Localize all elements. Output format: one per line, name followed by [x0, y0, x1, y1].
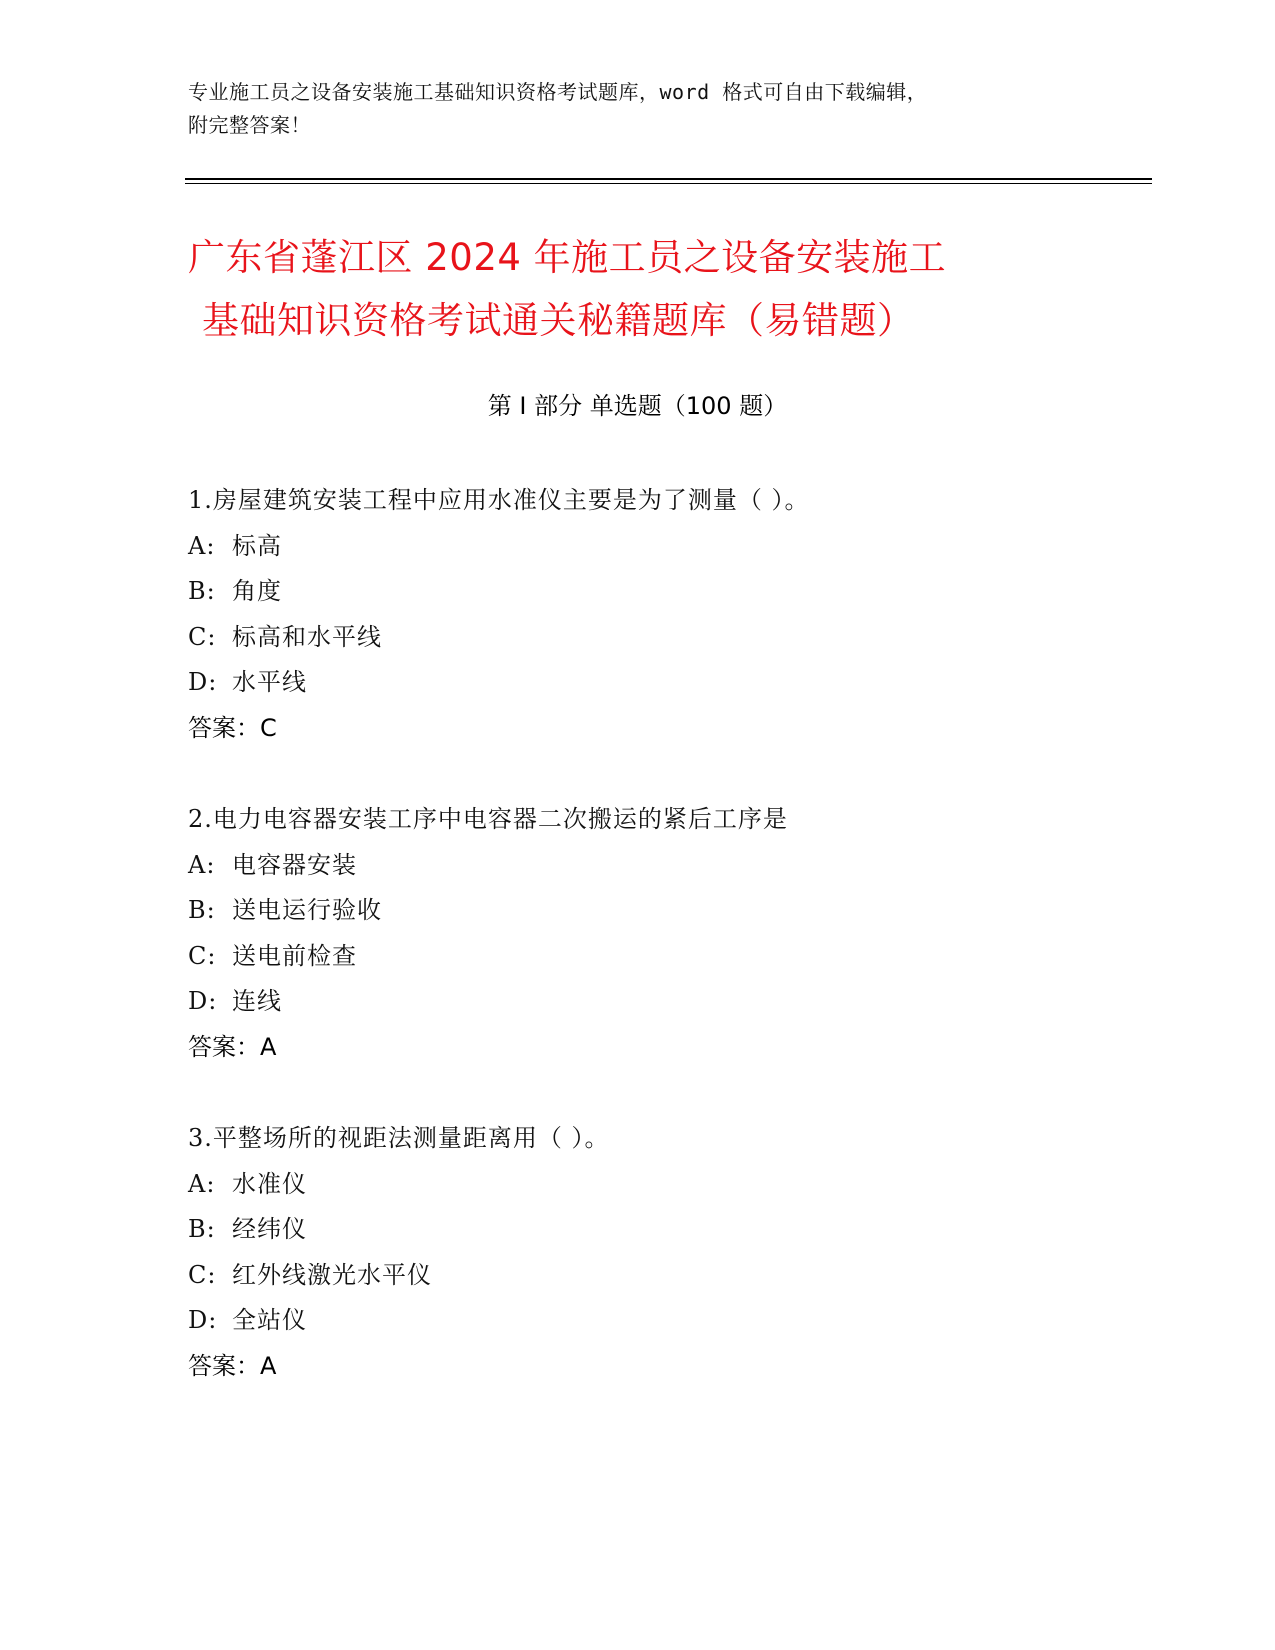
option-text: 角度 — [232, 577, 282, 605]
option-letter: C: — [188, 941, 217, 970]
header-divider-thin — [185, 183, 1152, 184]
option-letter: D: — [188, 1306, 218, 1334]
answer-line: 答案：A — [188, 1351, 277, 1380]
option-text: 送电运行验收 — [232, 896, 382, 924]
question-3 — [188, 1116, 1148, 1389]
option-c — [188, 615, 1148, 661]
option-d — [188, 979, 1148, 1025]
option-b — [188, 1207, 1148, 1253]
option-c — [188, 934, 1148, 980]
option-a — [188, 1162, 1148, 1208]
header-note-line-2: 附完整答案！ — [188, 113, 311, 137]
option-letter: A: — [188, 850, 216, 879]
question-1 — [188, 478, 1148, 751]
question-text: 2.电力电容器安装工序中电容器二次搬运的紧后工序是 — [188, 805, 788, 833]
answer-line: 答案：C — [188, 713, 277, 742]
header-note-line-1: 专业施工员之设备安装施工基础知识资格考试题库，word 格式可自由下载编辑， — [188, 80, 928, 104]
option-letter: D: — [188, 668, 218, 696]
header-note — [188, 76, 1068, 142]
question-text: 3.平整场所的视距法测量距离用（ ）。 — [188, 1124, 610, 1152]
option-text: 全站仪 — [232, 1306, 307, 1334]
option-b — [188, 569, 1148, 615]
option-c — [188, 1253, 1148, 1299]
option-text: 电容器安装 — [232, 850, 357, 879]
option-text: 水平线 — [232, 668, 307, 696]
document-title — [188, 226, 1088, 352]
option-letter: B: — [188, 1215, 216, 1243]
answer-line: 答案：A — [188, 1032, 277, 1061]
option-letter: D: — [188, 987, 218, 1015]
option-a — [188, 524, 1148, 570]
option-letter: C: — [188, 1260, 217, 1289]
option-d — [188, 1298, 1148, 1344]
option-letter: B: — [188, 577, 216, 605]
option-letter: B: — [188, 896, 216, 924]
option-text: 标高和水平线 — [232, 622, 382, 651]
option-text: 连线 — [232, 987, 282, 1015]
option-letter: A: — [188, 1169, 216, 1198]
option-text: 标高 — [232, 531, 282, 560]
question-2 — [188, 797, 1148, 1070]
option-a — [188, 843, 1148, 889]
option-text: 送电前检查 — [232, 941, 357, 970]
option-letter: C: — [188, 622, 217, 651]
option-d — [188, 660, 1148, 706]
document-title-line-1: 广东省蓬江区 2024 年施工员之设备安装施工 — [188, 236, 947, 279]
question-list — [188, 478, 1148, 1435]
option-b — [188, 888, 1148, 934]
header-divider-thick — [185, 178, 1152, 180]
section-heading: 第 I 部分 单选题（100 题） — [487, 392, 788, 420]
option-letter: A: — [188, 531, 216, 560]
option-text: 经纬仪 — [232, 1215, 307, 1243]
option-text: 红外线激光水平仪 — [232, 1260, 432, 1289]
option-text: 水准仪 — [232, 1169, 307, 1198]
question-text: 1.房屋建筑安装工程中应用水准仪主要是为了测量（ ）。 — [188, 486, 810, 514]
document-title-line-2: 基础知识资格考试通关秘籍题库（易错题） — [202, 299, 915, 342]
